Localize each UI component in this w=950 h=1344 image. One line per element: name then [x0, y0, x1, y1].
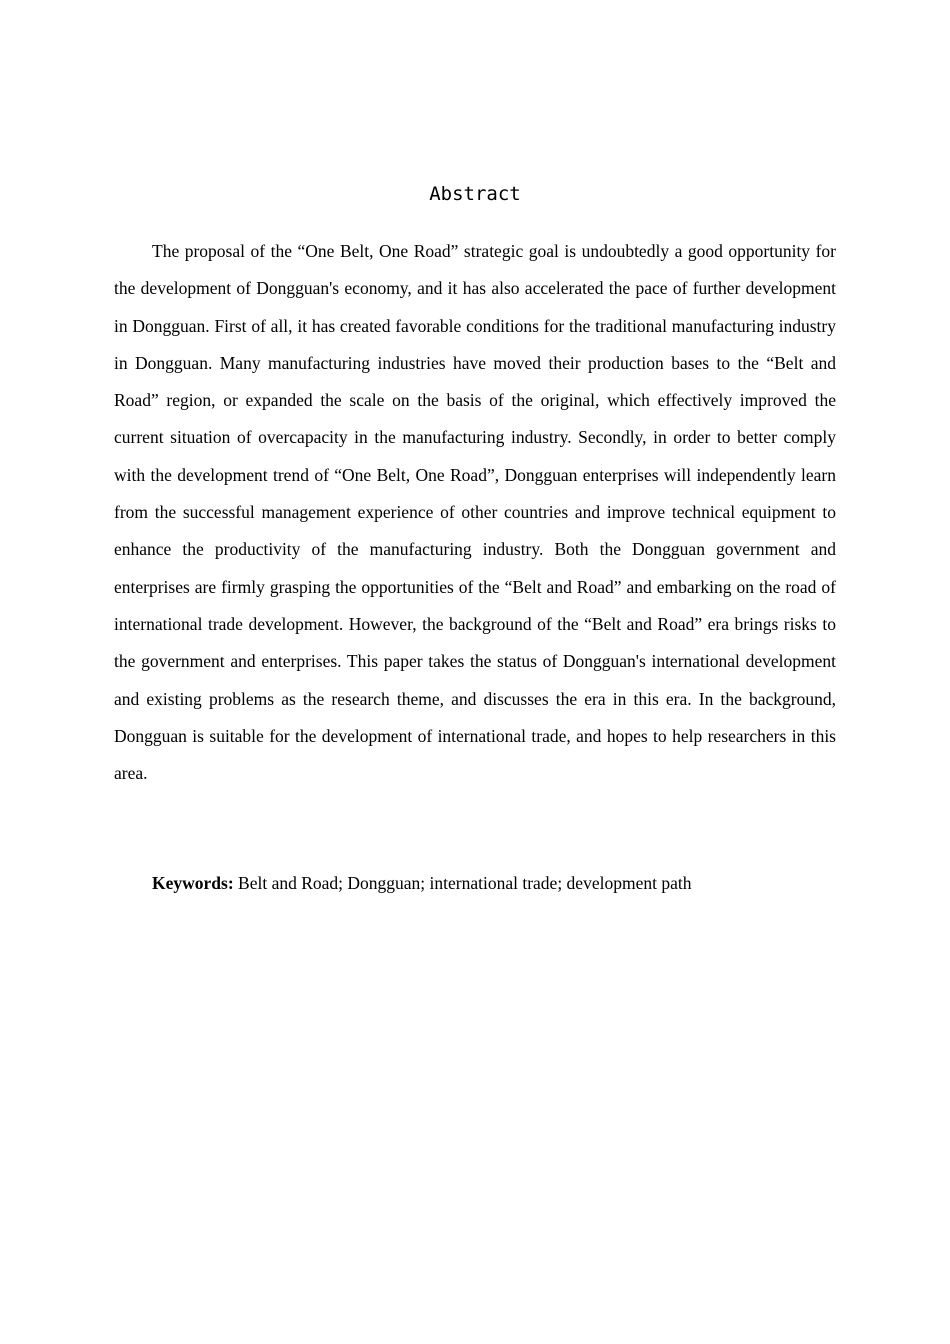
abstract-paragraph: The proposal of the “One Belt, One Road” strategic goal is undoubtedly a good opportunity for the development of Dongguan's economy, and it has also accelerated the pace of further development in Dongguan. First of all, it has created favorable conditions for the traditional manufacturing industry in Dongguan. Many manufacturing industries have moved their production bases to the “Belt and Road” region, or expanded the scale on the basis of the original, which effectively improved the current situation of overcapacity in the manufacturing industry. Secondly, in order to better comply with the development trend of “One Belt, One Road”, Dongguan enterprises will independently learn from the successful management experience of other countries and improve technical equipment to enhance the productivity of the manufacturing industry. Both the Dongguan government and enterprises are firmly grasping the opportunities of the “Belt and Road” and embarking on the road of international trade development. However, the background of the “Belt and Road” era brings risks to the government and enterprises. This paper takes the status of Dongguan's international development and existing problems as the research theme, and discusses the era in this era. In the background, Dongguan is suitable for the development of international trade, and hopes to help researchers in this area.: [114, 241, 836, 784]
page-title: Abstract: [429, 183, 521, 205]
keywords-line: [152, 866, 836, 900]
keywords-label: Keywords:: [152, 873, 234, 893]
keywords-list: Belt and Road; Dongguan; international trade; development path: [233, 873, 692, 893]
